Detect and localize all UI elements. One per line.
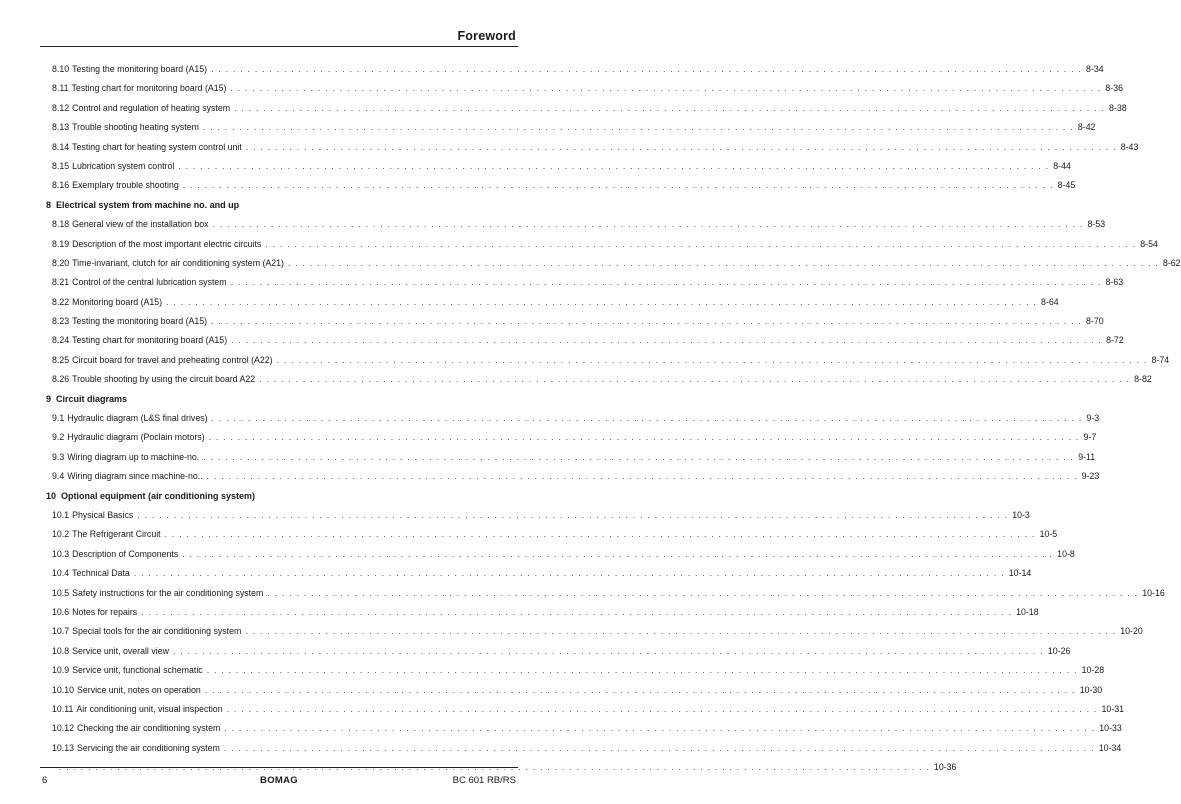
entry-number: 8.14 [52,141,70,152]
dot-leader: . . . . . . . . . . . . . . . . . . . . . . . . . . . . . . . . . . . . . . . . . . . . . . . . . . . . . . . . . . . . . . . . . . . . . . . . . . . . . . . . . . . . . . . . . . . . . . . . . . . . . . . . . . . . . . . . . . . . . . . . [224,723,1096,734]
entry-title: Service unit, functional schematic [72,665,203,676]
toc-entry [52,83,1124,102]
dot-leader: . . . . . . . . . . . . . . . . . . . . . . . . . . . . . . . . . . . . . . . . . . . . . . . . . . . . . . . . . . . . . . . . . . . . . . . . . . . . . . . . . . . . . . . . . . . . . . . . . . . . . . . . . . . . . . . . . . . . . . . . [230,83,1102,94]
entry-number: 9.3 [52,451,65,462]
entry-number: 8.10 [52,64,70,74]
entry-page: 8-72 [1106,335,1124,346]
toc-entry [52,316,1104,335]
toc-section-heading [46,394,509,413]
toc-entry [52,509,1030,529]
dot-leader: . . . . . . . . . . . . . . . . . . . . . . . . . . . . . . . . . . . . . . . . . . . . . . . . . . . . . . . . . . . . . . . . . . . . . . . . . . . . . . . . . . . . . . . . . . . . . . . . . . . . . . . . . . . . . . . . . . . . . . . . [259,374,1131,385]
toc-entry [52,296,1059,316]
entry-page: 10-8 [1057,548,1075,559]
entry-page: 10-33 [1099,723,1122,734]
entry-number: 9.4 [52,471,65,482]
entry-title: General view of the installation box [72,219,209,230]
toc-entry [52,277,1124,296]
dot-leader: . . . . . . . . . . . . . . . . . . . . . . . . . . . . . . . . . . . . . . . . . . . . . . . . . . . . . . . . . . . . . . . . . . . . . . . . . . . . . . . . . . . . . . . . . . . . . . . . . . . . . . . . . . . . . . . . . . . . . . . . [223,742,1095,753]
entry-page: 10-34 [1098,742,1122,753]
entry-number: 10.6 [52,606,70,617]
toc-entry [52,548,1075,568]
entry-page: 10-36 [933,762,957,773]
section-number: 9 [46,393,52,404]
dot-leader: . . . . . . . . . . . . . . . . . . . . . . . . . . . . . . . . . . . . . . . . . . . . . . . . . . . . . . . . . . . . . . . . . . . . . . . . . . . . . . . . . . . . . . . . . . . . . . . . . . . . . . . . . . . . . . . . . . . . . . . . [137,509,1009,520]
entry-title: Special tools for the air conditioning system [72,626,242,637]
toc-entry [52,645,1071,665]
entry-number: 8.18 [52,219,70,230]
dot-leader: . . . . . . . . . . . . . . . . . . . . . . . . . . . . . . . . . . . . . . . . . . . . . . . . . . . . . . . . . . . . . . . . . . . . . . . . . . . . . . . . . . . . . . . . . . . . . . . . . . . . . . . . . . . . . . . . . . . . . . . . [212,219,1084,230]
header-title: Foreword [457,29,516,43]
dot-leader: . . . . . . . . . . . . . . . . . . . . . . . . . . . . . . . . . . . . . . . . . . . . . . . . . . . . . . . . . . . . . . . . . . . . . . . . . . . . . . . . . . . . . . . . . . . . . . . . . . . . . . . . . . . . . . . . . . . . . . . . [245,626,1117,637]
dot-leader: . . . . . . . . . . . . . . . . . . . . . . . . . . . . . . . . . . . . . . . . . . . . . . . . . . . . . . . . . . . . . . . . . . . . . . . . . . . . . . . . . . . . . . . . . . . . . . . . . . . . . . . . . . . . . . . . . . . . . . . . [226,703,1098,714]
entry-number: 8.25 [52,354,70,365]
entry-page: 8-82 [1134,374,1152,385]
dot-leader: . . . . . . . . . . . . . . . . . . . . . . . . . . . . . . . . . . . . . . . . . . . . . . . . . . . . . . . . . . . . . . . . . . . . . . . . . . . . . . . . . . . . . . . . . . . . . . . . . . . . . . . . . . . . . . . . . . . . . . . . [206,471,1078,482]
entry-number: 9.1 [52,413,65,424]
dot-leader: . . . . . . . . . . . . . . . . . . . . . . . . . . . . . . . . . . . . . . . . . . . . . . . . . . . . . . . . . . . . . . . . . . . . . . . . . . . . . . . . . . . . . . . . . . . . . . . . . . . . . . . . . . . . . . . . . . . . . . . . [202,122,1074,133]
dot-leader: . . . . . . . . . . . . . . . . . . . . . . . . . . . . . . . . . . . . . . . . . . . . . . . . . . . . . . . . . . . . . . . . . . . . . . . . . . . . . . . . . . . . . . . . . . . . . . . . . . . . . . . . . . . . . . . . . . . . . . . . [204,684,1076,695]
dot-leader: . . . . . . . . . . . . . . . . . . . . . . . . . . . . . . . . . . . . . . . . . . . . . . . . . . . . . . . . . . . . . . . . . . . . . . . . . . . . . . . . . . . . . . . . . . . . . . . . . . . . . . . . . . . . . . . . . . . . . . . . [178,160,1050,171]
entry-title: Testing the monitoring board (A15) [72,316,208,327]
entry-page: 8-70 [1086,316,1104,327]
entry-title: Testing chart for monitoring board (A15) [71,83,227,94]
dot-leader: . . . . . . . . . . . . . . . . . . . . . . . . . . . . . . . . . . . . . . . . . . . . . . . . . . . . . . . . . . . . . . . . . . . . . . . . . . . . . . . . . . . . . . . . . . . . . . . . . . . . . . . . . . . . . . . . . . . . . . . . [182,180,1054,191]
entry-number: 10.2 [52,529,70,540]
toc-entry [52,723,1122,742]
dot-leader: . . . . . . . . . . . . . . . . . . . . . . . . . . . . . . . . . . . . . . . . . . . . . . . . . . . . . . . . . . . . . . . . . . . . . . . . . . . . . . . . . . . . . . . . . . . . . . . . . . . . . . . . . . . . . . . . . . . . . . . . [230,277,1102,288]
entry-page: 10-18 [1016,606,1039,617]
toc-entry [52,451,1096,471]
entry-page: 10-31 [1101,703,1125,714]
entry-number: 8.24 [52,335,70,346]
dot-leader: . . . . . . . . . . . . . . . . . . . . . . . . . . . . . . . . . . . . . . . . . . . . . . . . . . . . . . . . . . . . . . . . . . . . . . . . . . . . . . . . . . . . . . . . . . . . . . . . . . . . . . . . . . . . . . . . . . . . . . . . [267,587,1139,598]
entry-page: 8-64 [1041,296,1059,307]
entry-title: Air conditioning unit, visual inspection [76,703,223,714]
toc-entry [52,160,1071,180]
entry-page: 10-16 [1142,587,1165,598]
entry-title: Service unit, overall view [72,645,169,656]
entry-title: Notes for repairs [72,606,138,617]
entry-number: 8.26 [52,374,70,385]
section-title: Electrical system from machine no. and up [56,199,240,210]
section-number: 10 [46,490,57,501]
dot-leader: . . . . . . . . . . . . . . . . . . . . . . . . . . . . . . . . . . . . . . . . . . . . . . . . . . . . . . . . . . . . . . . . . . . . . . . . . . . . . . . . . . . . . . . . . . . . . . . . . . . . . . . . . . . . . . . . . . . . . . . . [211,413,1083,424]
entry-page: 8-45 [1057,180,1076,191]
page-header [40,22,518,47]
entry-page: 8-44 [1053,160,1071,171]
toc-entry [52,180,1076,199]
entry-title: Wiring diagram since machine-no.. [67,471,203,482]
toc-entry [52,432,1097,451]
dot-leader: . . . . . . . . . . . . . . . . . . . . . . . . . . . . . . . . . . . . . . . . . . . . . . . . . . . . . . . . . . . . . . . . . . . . . . . . . . . . . . . . . . . . . . . . . . . . . . . . . . . . . . . . . . . . . . . . . . . . . . . . [276,354,1148,365]
entry-number: 10.3 [52,548,70,559]
entry-number: 10.10 [52,684,75,695]
entry-title: Testing chart for monitoring board (A15) [72,335,228,346]
entry-page: 10-5 [1039,529,1058,540]
toc-entry [52,354,1170,374]
toc-entry [52,122,1096,141]
entry-page: 9-3 [1086,413,1100,424]
toc-entry [52,529,1058,548]
dot-leader: . . . . . . . . . . . . . . . . . . . . . . . . . . . . . . . . . . . . . . . . . . . . . . . . . . . . . . . . . . . . . . . . . . . . . . . . . . . . . . . . . . . . . . . . . . . . . . . . . . . . . . . . . . . . . . . . . . . . . . . . [59,762,930,773]
page-footer [40,767,518,790]
toc-entry [52,606,1039,626]
entry-title: Circuit board for travel and preheating control (A22) [72,354,273,365]
toc-entry [52,471,1100,490]
entry-number: 10.1 [52,509,70,520]
entry-page: 8-62 [1162,257,1181,268]
dot-leader: . . . . . . . . . . . . . . . . . . . . . . . . . . . . . . . . . . . . . . . . . . . . . . . . . . . . . . . . . . . . . . . . . . . . . . . . . . . . . . . . . . . . . . . . . . . . . . . . . . . . . . . . . . . . . . . . . . . . . . . . [265,238,1137,249]
dot-leader: . . . . . . . . . . . . . . . . . . . . . . . . . . . . . . . . . . . . . . . . . . . . . . . . . . . . . . . . . . . . . . . . . . . . . . . . . . . . . . . . . . . . . . . . . . . . . . . . . . . . . . . . . . . . . . . . . . . . . . . . [172,645,1044,656]
toc-section-heading [46,200,509,219]
entry-number: 10.8 [52,645,70,656]
entry-number: 8.11 [52,83,69,94]
entry-title: Exemplary trouble shooting [72,180,179,191]
toc-entry [52,64,1104,83]
entry-title: Monitoring board (A15) [72,296,163,307]
entry-title: Hydraulic diagram (Poclain motors) [67,432,205,443]
section-title: Optional equipment (air conditioning system) [61,490,256,501]
entry-page: 10-14 [1008,568,1032,579]
toc-entry [52,335,1124,354]
dot-leader: . . . . . . . . . . . . . . . . . . . . . . . . . . . . . . . . . . . . . . . . . . . . . . . . . . . . . . . . . . . . . . . . . . . . . . . . . . . . . . . . . . . . . . . . . . . . . . . . . . . . . . . . . . . . . . . . . . . . . . . . [203,451,1075,462]
dot-leader: . . . . . . . . . . . . . . . . . . . . . . . . . . . . . . . . . . . . . . . . . . . . . . . . . . . . . . . . . . . . . . . . . . . . . . . . . . . . . . . . . . . . . . . . . . . . . . . . . . . . . . . . . . . . . . . . . . . . . . . . [141,606,1013,617]
entry-page: 8-38 [1109,102,1127,113]
footer-brand: BOMAG [260,775,298,786]
dot-leader: . . . . . . . . . . . . . . . . . . . . . . . . . . . . . . . . . . . . . . . . . . . . . . . . . . . . . . . . . . . . . . . . . . . . . . . . . . . . . . . . . . . . . . . . . . . . . . . . . . . . . . . . . . . . . . . . . . . . . . . . [133,568,1005,579]
entry-page: 9-11 [1078,451,1096,462]
entry-page: 10-3 [1012,509,1030,520]
entry-title: The Refrigerant Circuit [72,529,161,540]
entry-page: 10-26 [1047,645,1071,656]
entry-page: 8-54 [1140,238,1158,249]
dot-leader: . . . . . . . . . . . . . . . . . . . . . . . . . . . . . . . . . . . . . . . . . . . . . . . . . . . . . . . . . . . . . . . . . . . . . . . . . . . . . . . . . . . . . . . . . . . . . . . . . . . . . . . . . . . . . . . . . . . . . . . . [234,102,1106,113]
dot-leader: . . . . . . . . . . . . . . . . . . . . . . . . . . . . . . . . . . . . . . . . . . . . . . . . . . . . . . . . . . . . . . . . . . . . . . . . . . . . . . . . . . . . . . . . . . . . . . . . . . . . . . . . . . . . . . . . . . . . . . . . [208,432,1080,443]
entry-title: Hydraulic diagram (L&S final drives) [67,413,208,424]
toc-entry [52,665,1105,684]
entry-title: Lubrication system control [72,160,175,171]
entry-number: 10.4 [52,568,70,579]
entry-number: 9.2 [52,432,65,443]
entry-title: Time-invariant, clutch for air conditioning system (A21) [72,257,284,268]
toc-entry [52,374,1152,393]
entry-title: Description of the most important electric circuits [72,238,262,249]
entry-title: Testing chart for heating system control unit [72,141,242,152]
entry-number: 8.22 [52,296,70,307]
dot-leader: . . . . . . . . . . . . . . . . . . . . . . . . . . . . . . . . . . . . . . . . . . . . . . . . . . . . . . . . . . . . . . . . . . . . . . . . . . . . . . . . . . . . . . . . . . . . . . . . . . . . . . . . . . . . . . . . . . . . . . . . [287,257,1159,268]
entry-title: Safety instructions for the air conditioning system [72,587,264,598]
toc-entry [52,238,1158,258]
entry-title: Wiring diagram up to machine-no. [67,451,200,462]
entry-page: 8-43 [1120,141,1139,152]
entry-title: Description of Components [72,548,179,559]
section-title: Circuit diagrams [56,393,128,404]
entry-title: Control and regulation of heating system [72,102,231,113]
entry-number: 8.16 [52,180,70,191]
entry-page: 8-63 [1105,277,1124,288]
toc-entry [52,703,1125,723]
footer-model: BC 601 RB/RS [452,775,516,786]
entry-title: Control of the central lubrication system [72,277,227,288]
entry-title: Servicing the air conditioning system [77,742,220,753]
entry-title: Service unit, notes on operation [77,684,201,695]
toc-entry [52,219,1106,238]
dot-leader: . . . . . . . . . . . . . . . . . . . . . . . . . . . . . . . . . . . . . . . . . . . . . . . . . . . . . . . . . . . . . . . . . . . . . . . . . . . . . . . . . . . . . . . . . . . . . . . . . . . . . . . . . . . . . . . . . . . . . . . . [231,335,1103,346]
entry-number: 10.7 [52,626,70,637]
toc-entry [52,102,1127,122]
entry-number: 8.12 [52,102,70,113]
entry-page: 8-53 [1087,219,1106,230]
entry-page: 8-34 [1086,64,1104,74]
toc-entry [52,742,1122,762]
dot-leader: . . . . . . . . . . . . . . . . . . . . . . . . . . . . . . . . . . . . . . . . . . . . . . . . . . . . . . . . . . . . . . . . . . . . . . . . . . . . . . . . . . . . . . . . . . . . . . . . . . . . . . . . . . . . . . . . . . . . . . . . [211,316,1083,327]
entry-number: 10.11 [52,703,74,714]
footer-page-number: 6 [42,775,48,786]
entry-title: Checking the air conditioning system [77,723,221,734]
entry-number: 8.15 [52,160,70,171]
dot-leader: . . . . . . . . . . . . . . . . . . . . . . . . . . . . . . . . . . . . . . . . . . . . . . . . . . . . . . . . . . . . . . . . . . . . . . . . . . . . . . . . . . . . . . . . . . . . . . . . . . . . . . . . . . . . . . . . . . . . . . . . [211,64,1083,74]
entry-page: 10-28 [1081,665,1105,676]
entry-number: 10.12 [52,723,75,734]
entry-title: Testing the monitoring board (A15) [72,64,208,74]
entry-page: 8-36 [1105,83,1124,94]
entry-page: 10-20 [1120,626,1143,637]
toc-entry [52,141,1139,161]
entry-number: 10.9 [52,665,70,676]
entry-title: Technical Data [72,568,130,579]
toc-entry [52,587,1165,607]
entry-number: 8.20 [52,257,70,268]
entry-title: Trouble shooting heating system [72,122,199,133]
entry-page: 8-42 [1077,122,1096,133]
dot-leader: . . . . . . . . . . . . . . . . . . . . . . . . . . . . . . . . . . . . . . . . . . . . . . . . . . . . . . . . . . . . . . . . . . . . . . . . . . . . . . . . . . . . . . . . . . . . . . . . . . . . . . . . . . . . . . . . . . . . . . . . [166,296,1038,307]
section-number: 8 [46,199,52,210]
dot-leader: . . . . . . . . . . . . . . . . . . . . . . . . . . . . . . . . . . . . . . . . . . . . . . . . . . . . . . . . . . . . . . . . . . . . . . . . . . . . . . . . . . . . . . . . . . . . . . . . . . . . . . . . . . . . . . . . . . . . . . . . [245,141,1117,152]
entry-page: 9-23 [1081,471,1100,482]
entry-page: 10-30 [1079,684,1103,695]
toc-entry [52,626,1143,645]
toc-entry [52,568,1032,587]
dot-leader: . . . . . . . . . . . . . . . . . . . . . . . . . . . . . . . . . . . . . . . . . . . . . . . . . . . . . . . . . . . . . . . . . . . . . . . . . . . . . . . . . . . . . . . . . . . . . . . . . . . . . . . . . . . . . . . . . . . . . . . . [164,529,1036,540]
entry-title: Physical Basics [72,509,134,520]
dot-leader: . . . . . . . . . . . . . . . . . . . . . . . . . . . . . . . . . . . . . . . . . . . . . . . . . . . . . . . . . . . . . . . . . . . . . . . . . . . . . . . . . . . . . . . . . . . . . . . . . . . . . . . . . . . . . . . . . . . . . . . . [206,665,1078,676]
toc-entry [52,684,1103,704]
entry-title: Trouble shooting by using the circuit board A22 [72,374,256,385]
entry-number: 8.19 [52,238,70,249]
entry-page: 8-74 [1151,354,1170,365]
toc-entry [52,257,1181,277]
entry-number: 8.13 [52,122,70,133]
entry-page: 9-7 [1083,432,1097,443]
entry-number: 10.13 [52,742,75,753]
toc-entry [52,413,1100,432]
entry-number: 8.21 [52,277,70,288]
toc-section-heading [46,491,509,510]
dot-leader: . . . . . . . . . . . . . . . . . . . . . . . . . . . . . . . . . . . . . . . . . . . . . . . . . . . . . . . . . . . . . . . . . . . . . . . . . . . . . . . . . . . . . . . . . . . . . . . . . . . . . . . . . . . . . . . . . . . . . . . . [182,548,1054,559]
entry-number: 10.5 [52,587,70,598]
entry-number: 8.23 [52,316,70,327]
